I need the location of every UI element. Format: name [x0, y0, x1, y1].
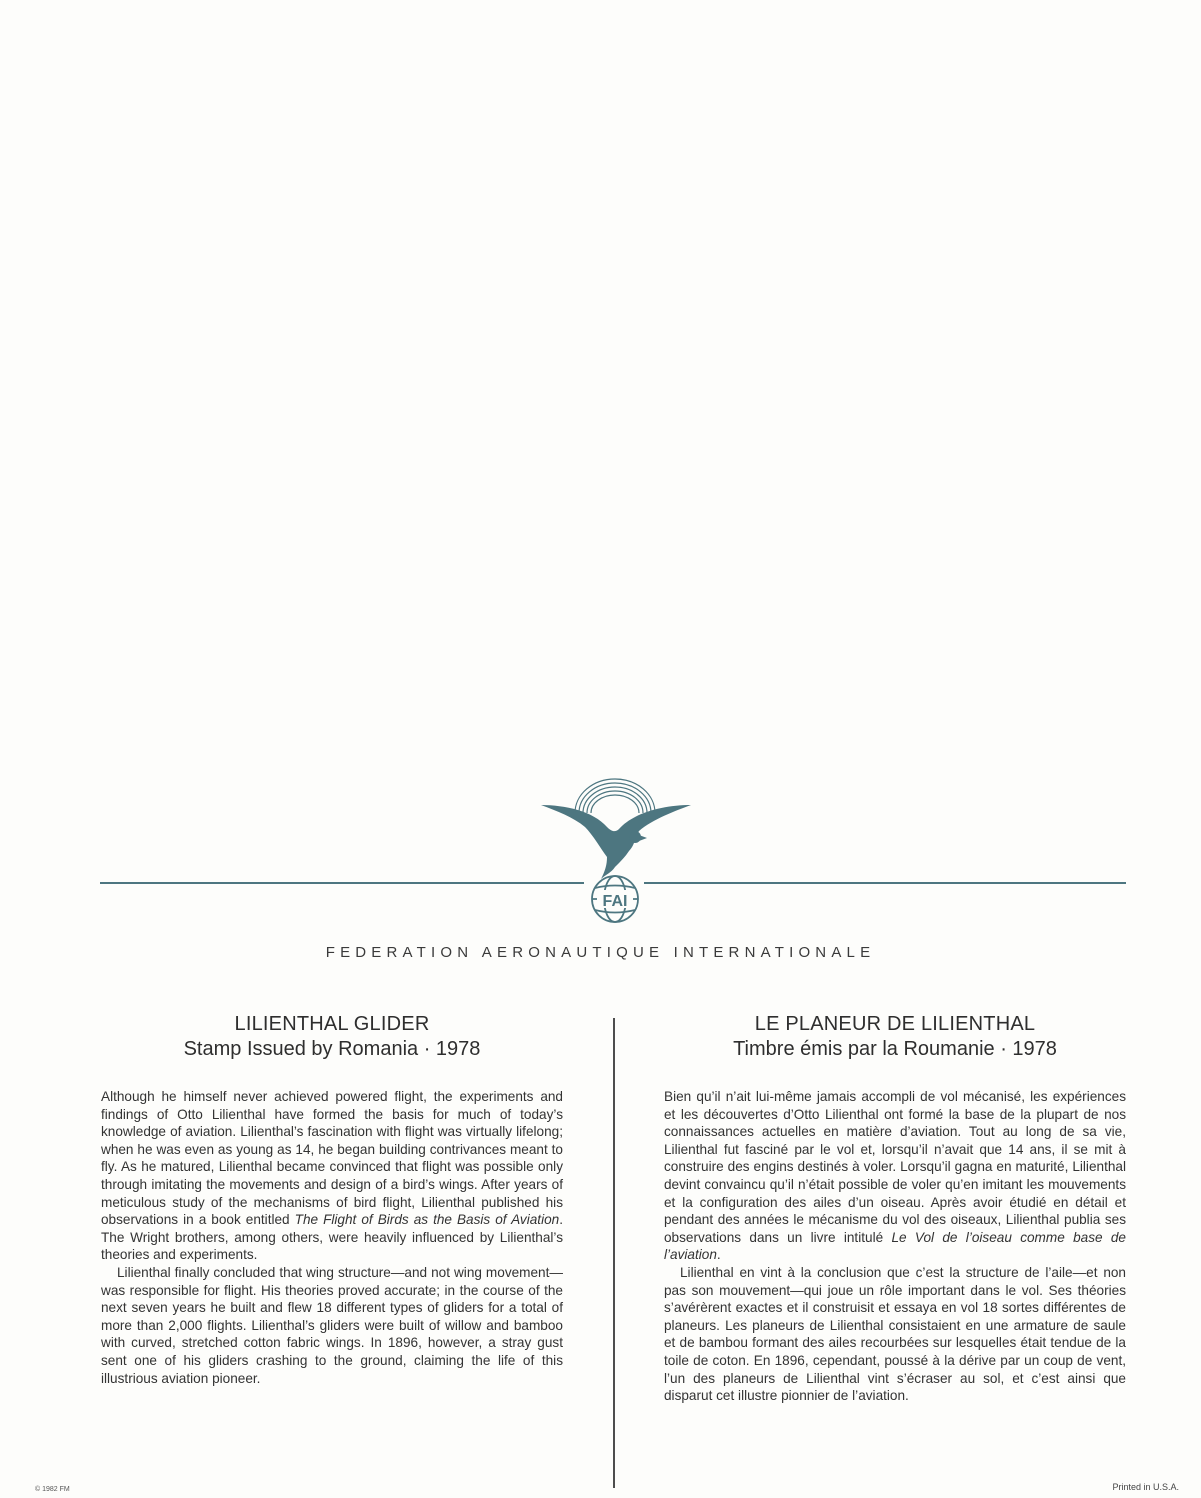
english-subtitle: Stamp Issued by Romania · 1978: [183, 1038, 481, 1060]
header-rule-left: [100, 882, 584, 884]
printed-notice: Printed in U.S.A.: [1112, 1482, 1179, 1492]
header-rule-right: [644, 882, 1126, 884]
column-divider: [613, 1018, 615, 1488]
french-subtitle: Timbre émis par la Roumanie · 1978: [733, 1038, 1057, 1060]
organization-name: FEDERATION AERONAUTIQUE INTERNATIONALE: [325, 944, 876, 961]
english-title: LILIENTHAL GLIDER: [234, 1013, 430, 1035]
english-paragraph-2: Lilienthal finally concluded that wing structure—and not wing movement—was responsible for flight. His theories proved accurate; in the course of the next seven years he built and flew 18 different types of gliders for a total of more than 2,000 flights. Lilienthal’s gliders were built of willow and bamboo with curved, stretched cotton fabric wings. In 1896, however, a stray gust sent one of his gliders crashing to the ground, claiming the life of this illustrious aviation pioneer.: [101, 1264, 563, 1386]
english-paragraph-1: Although he himself never achieved powered flight, the experiments and findings of Otto Lilienthal have formed the basis for much of today’s knowledge of aviation. Lilienthal’s fascination with flight was virtually lifelong; when he was even as young as 14, he began building contrivances meant to fly. As he matured, Lilienthal became convinced that flight was possible only through imitating the movements and design of a bird’s wings. After years of meticulous study of the mechanisms of bird flight, Lilienthal published his observations in a book entitled The Flight of Birds as the Basis of Aviation. The Wright brothers, among others, were heavily influenced by Lilienthal’s theories and experiments.: [101, 1089, 563, 1263]
french-paragraph-2: Lilienthal en vint à la conclusion que c’est la structure de l’aile—et non pas son mouvement—qui joue un rôle important dans le vol. Ses théories s’avérèrent exactes et il construisit et essaya en vol 18 sortes différentes de planeurs. Les planeurs de Lilienthal consistaient en une armature de saule et de bambou formant des ailes recourbées sur lesquelles était tendue de la toile de coton. En 1896, cependant, poussé à la dérive par un coup de vent, l’un des planeurs de Lilienthal vint s’écraser au sol, et c’est ainsi que disparut cet illustre pionnier de l’aviation.: [664, 1264, 1126, 1404]
french-paragraph-1: Bien qu’il n’ait lui-même jamais accompli de vol mécanisé, les expériences et les découvertes d’Otto Lilienthal ont formé la base de la plupart de nos connaissances actuelles en matière d’aviation. Tout au long de sa vie, Lilienthal fut fasciné par le vol et, lorsqu’il n’avait que 14 ans, il se mit à construire des engins destinés à voler. Lorsqu’il gagna en maturité, Lilienthal devint convaincu qu’il n’était possible de voler qu’en imitant les mouvements et la configuration des ailes d’un oiseau. Après avoir étudié en détail et pendant des années le mécanisme du vol des oiseaux, Lilienthal publia ses observations dans un livre intitulé Le Vol de l’oiseau comme base de l’aviation.: [664, 1089, 1126, 1263]
copyright-notice: © 1982 FM: [35, 1486, 70, 1493]
english-book-title: The Flight of Birds as the Basis of Aviation: [294, 1212, 560, 1228]
french-book-title: Le Vol de l’oiseau comme base de l’aviation: [664, 1229, 1126, 1263]
fai-logo-text: FAI: [602, 893, 628, 910]
english-column: [101, 1012, 563, 1387]
fai-logo: [535, 775, 695, 925]
french-title: LE PLANEUR DE LILIENTHAL: [754, 1013, 1036, 1035]
french-column: [664, 1012, 1126, 1405]
